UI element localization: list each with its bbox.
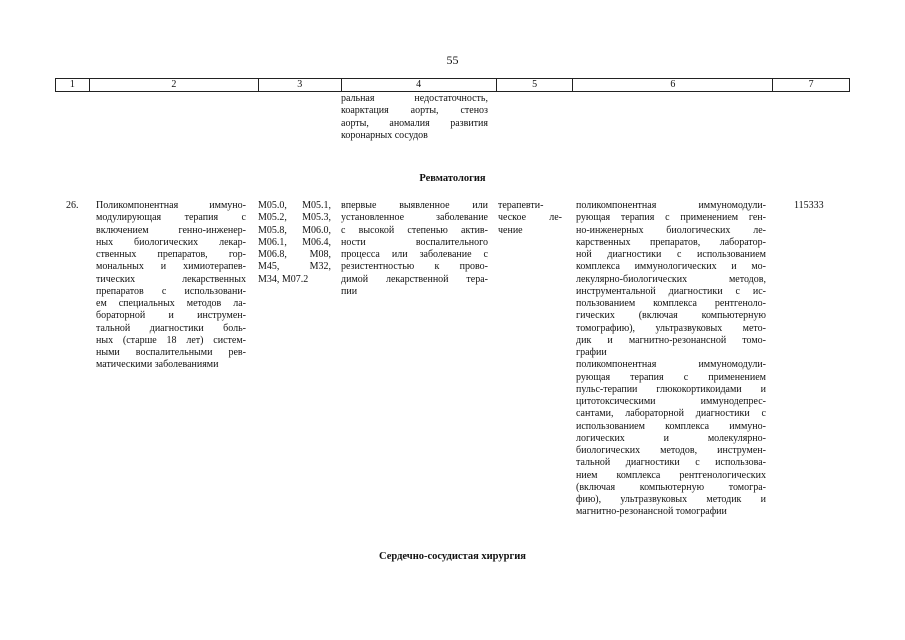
- text-line: препаратов с использовани-: [96, 285, 246, 297]
- text-line: матическими заболеваниями: [96, 359, 219, 371]
- text-line: ными воспалительными рев-: [96, 347, 246, 358]
- text-line: димой лекарственной тера-: [341, 273, 488, 285]
- column-header-5: 5: [496, 79, 573, 91]
- text-line: ных биологических лекар-: [96, 236, 246, 248]
- text-line: карственных препаратов, лаборатор-: [576, 236, 766, 248]
- text-line: M06.1, M06.4,: [258, 236, 331, 248]
- column-header-4: 4: [341, 79, 496, 91]
- text-line: но-инженерных биологических ле-: [576, 224, 766, 236]
- text-line: установленное заболевание: [341, 212, 488, 224]
- text-line: лекулярно-биологических методов,: [576, 273, 766, 285]
- text-line: ных (старше 18 лет) систем-: [96, 334, 246, 346]
- text-line: аорты, аномалия развития: [341, 117, 488, 129]
- text-line: Поликомпонентная иммуно-: [96, 200, 246, 211]
- text-line: бораторной и инструмен-: [96, 310, 246, 322]
- text-line: гических (включая компьютерную: [576, 310, 766, 322]
- text-line: ной диагностики с использованием: [576, 249, 766, 260]
- text-line: резистентностью к прово-: [341, 261, 488, 273]
- text-line: процесса или заболевание с: [341, 249, 488, 260]
- text-line: поликомпонентная иммуномодули-: [576, 359, 766, 371]
- icd-codes-cell: [258, 200, 331, 286]
- section-heading-rheumatology: Ревматология: [419, 173, 486, 184]
- text-line: M06.8, M08,: [258, 249, 331, 260]
- text-line: включением генно-инженер-: [96, 224, 246, 236]
- text-line: M05.2, M05.3,: [258, 212, 331, 224]
- text-line: M34, M07.2: [258, 273, 309, 285]
- text-line: тических лекарственных: [96, 273, 246, 285]
- text-line: коронарных сосудов: [341, 129, 428, 141]
- column-header-row: [55, 78, 850, 92]
- text-line: ем специальных методов ла-: [96, 298, 246, 309]
- text-line: томографию), ультразвуковых мето-: [576, 322, 766, 334]
- text-line: с высокой степенью актив-: [341, 224, 488, 236]
- text-line: тальной диагностики боль-: [96, 322, 246, 334]
- text-line: мональных и химиотерапев-: [96, 261, 246, 273]
- text-line: фию), ультразвуковых методик и: [576, 494, 766, 505]
- text-line: поликомпонентная иммуномодули-: [576, 200, 766, 211]
- column-header-7: 7: [772, 79, 850, 91]
- text-line: дик и магнитно-резонансной томо-: [576, 334, 766, 346]
- text-line: рующая терапия с применением ген-: [576, 212, 766, 224]
- text-line: пульс-терапии глюкокортикоидами и: [576, 383, 766, 395]
- text-line: нием комплекса рентгенологических: [576, 469, 766, 481]
- text-line: магнитно-резонансной томографии: [576, 506, 727, 518]
- text-line: ческое ле-: [498, 212, 562, 224]
- price-cell: 115333: [794, 200, 824, 211]
- column-header-3: 3: [258, 79, 341, 91]
- page-number: 55: [446, 53, 459, 67]
- text-line: чение: [498, 224, 523, 236]
- text-line: (включая компьютерную томогра-: [576, 481, 766, 493]
- text-line: тальной диагностики с использова-: [576, 457, 766, 469]
- text-line: графии: [576, 347, 607, 358]
- text-line: ственных препаратов, гор-: [96, 249, 246, 260]
- row-number: 26.: [66, 200, 79, 211]
- text-line: M05.0, M05.1,: [258, 200, 331, 211]
- text-line: модулирующая терапия с: [96, 212, 246, 224]
- treatment-method-cell: [576, 200, 766, 519]
- treatment-name-cell: [96, 200, 246, 372]
- column-header-2: 2: [89, 79, 258, 91]
- text-line: ральная недостаточность,: [341, 93, 488, 104]
- text-line: логических и молекулярно-: [576, 432, 766, 444]
- text-line: M05.8, M06.0,: [258, 224, 331, 236]
- continuation-disease-cell: [341, 93, 488, 142]
- column-header-1: 1: [55, 79, 89, 91]
- text-line: комплекса иммунологических и мо-: [576, 261, 766, 273]
- text-line: ности воспалительного: [341, 236, 488, 248]
- treatment-type-cell: [498, 200, 562, 237]
- text-line: терапевти-: [498, 200, 544, 211]
- text-line: инструментальной диагностики с ис-: [576, 285, 766, 297]
- text-line: впервые выявленное или: [341, 200, 488, 211]
- column-header-6: 6: [572, 79, 772, 91]
- text-line: рующая терапия с применением: [576, 371, 766, 383]
- text-line: использованием комплекса иммуно-: [576, 420, 766, 432]
- text-line: биологических методов, инструмен-: [576, 445, 766, 456]
- text-line: цитотоксическими иммунодепрес-: [576, 396, 766, 407]
- text-line: M45, M32,: [258, 261, 331, 273]
- text-line: коарктация аорты, стеноз: [341, 105, 488, 117]
- text-line: пользованием комплекса рентгеноло-: [576, 298, 766, 309]
- text-line: сантами, лабораторной диагностики с: [576, 408, 766, 420]
- text-line: пии: [341, 285, 358, 297]
- section-heading-cardiac-surgery: Сердечно-сосудистая хирургия: [379, 551, 526, 562]
- disease-model-cell: [341, 200, 488, 298]
